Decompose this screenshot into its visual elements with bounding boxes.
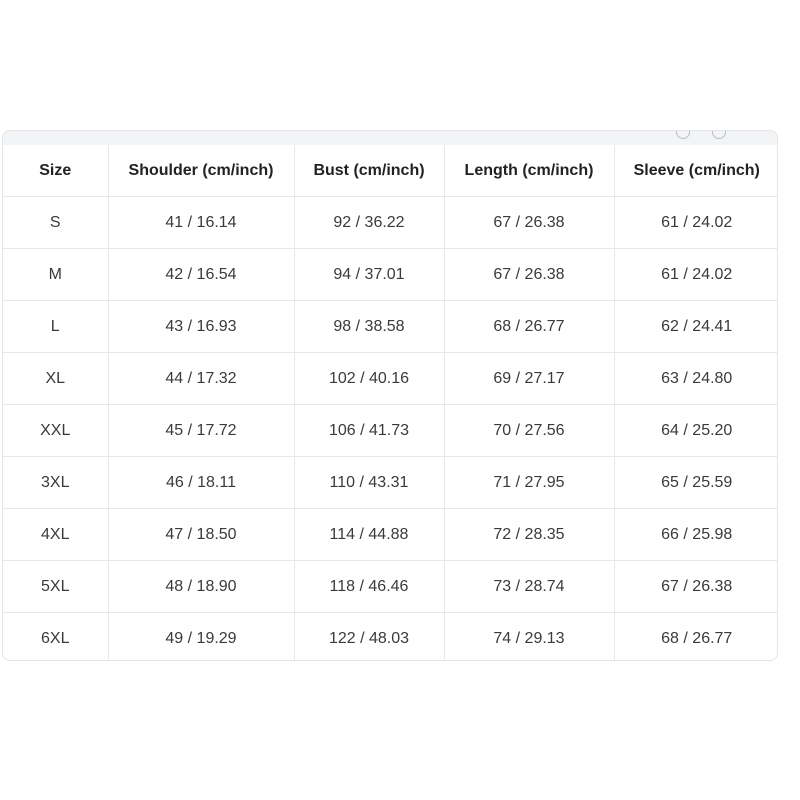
length-cell: 67 / 26.38 [444, 249, 614, 301]
length-cell: 71 / 27.95 [444, 457, 614, 509]
length-cell: 74 / 29.13 [444, 613, 614, 662]
circle-icon[interactable] [712, 130, 726, 139]
sleeve-cell: 67 / 26.38 [614, 561, 778, 613]
header-shoulder: Shoulder (cm/inch) [108, 145, 294, 197]
length-cell: 72 / 28.35 [444, 509, 614, 561]
length-cell: 69 / 27.17 [444, 353, 614, 405]
shoulder-cell: 47 / 18.50 [108, 509, 294, 561]
length-cell: 73 / 28.74 [444, 561, 614, 613]
size-cell: M [3, 249, 108, 301]
header-bust: Bust (cm/inch) [294, 145, 444, 197]
table-row [3, 613, 778, 662]
shoulder-cell: 43 / 16.93 [108, 301, 294, 353]
sleeve-cell: 65 / 25.59 [614, 457, 778, 509]
table-row [3, 457, 778, 509]
size-cell: 6XL [3, 613, 108, 662]
table-row [3, 509, 778, 561]
size-cell: XL [3, 353, 108, 405]
length-cell: 68 / 26.77 [444, 301, 614, 353]
size-cell: S [3, 197, 108, 249]
table-row [3, 405, 778, 457]
size-cell: 3XL [3, 457, 108, 509]
circle-icon[interactable] [676, 130, 690, 139]
header-length: Length (cm/inch) [444, 145, 614, 197]
table-header-row [3, 145, 778, 197]
length-cell: 70 / 27.56 [444, 405, 614, 457]
table-row [3, 249, 778, 301]
shoulder-cell: 49 / 19.29 [108, 613, 294, 662]
size-cell: 5XL [3, 561, 108, 613]
size-chart-table [3, 145, 778, 661]
header-sleeve: Sleeve (cm/inch) [614, 145, 778, 197]
bust-cell: 92 / 36.22 [294, 197, 444, 249]
bust-cell: 114 / 44.88 [294, 509, 444, 561]
bust-cell: 110 / 43.31 [294, 457, 444, 509]
table-row [3, 197, 778, 249]
bust-cell: 94 / 37.01 [294, 249, 444, 301]
size-cell: XXL [3, 405, 108, 457]
sleeve-cell: 63 / 24.80 [614, 353, 778, 405]
sleeve-cell: 61 / 24.02 [614, 249, 778, 301]
length-cell: 67 / 26.38 [444, 197, 614, 249]
bust-cell: 98 / 38.58 [294, 301, 444, 353]
table-row [3, 353, 778, 405]
shoulder-cell: 45 / 17.72 [108, 405, 294, 457]
shoulder-cell: 44 / 17.32 [108, 353, 294, 405]
sleeve-cell: 61 / 24.02 [614, 197, 778, 249]
size-chart-card [2, 130, 778, 661]
header-size: Size [3, 145, 108, 197]
shoulder-cell: 41 / 16.14 [108, 197, 294, 249]
sleeve-cell: 66 / 25.98 [614, 509, 778, 561]
sleeve-cell: 62 / 24.41 [614, 301, 778, 353]
size-cell: 4XL [3, 509, 108, 561]
shoulder-cell: 48 / 18.90 [108, 561, 294, 613]
shoulder-cell: 42 / 16.54 [108, 249, 294, 301]
table-row [3, 301, 778, 353]
table-body [3, 197, 778, 662]
bust-cell: 122 / 48.03 [294, 613, 444, 662]
sleeve-cell: 68 / 26.77 [661, 629, 733, 647]
bust-cell: 102 / 40.16 [294, 353, 444, 405]
bust-cell: 118 / 46.46 [294, 561, 444, 613]
size-cell: L [3, 301, 108, 353]
bust-cell: 106 / 41.73 [294, 405, 444, 457]
shoulder-cell: 46 / 18.11 [108, 457, 294, 509]
sleeve-cell: 64 / 25.20 [614, 405, 778, 457]
card-toolbar [3, 131, 777, 145]
table-row [3, 561, 778, 613]
